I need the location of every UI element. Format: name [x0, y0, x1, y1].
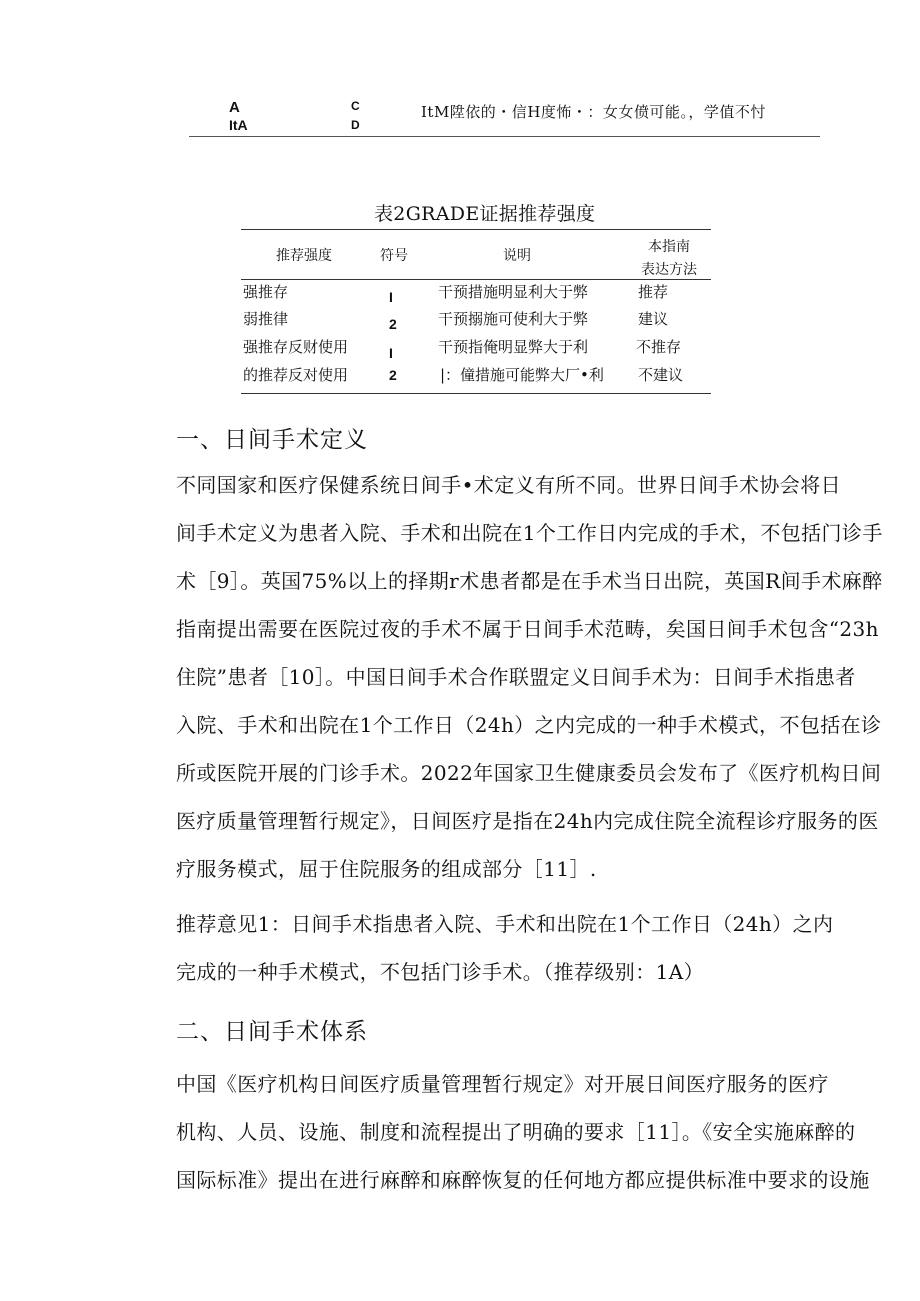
- section1-paragraph-line: 间手术定义为患者入院、手术和出院在1个工作日内完成的手术，不包括门诊手: [176, 521, 883, 545]
- table2-cell-symbol: I: [389, 345, 393, 361]
- table2-cell-symbol: 2: [389, 316, 397, 332]
- table2-header-rule: [241, 279, 711, 280]
- table2-header-method-line1: 本指南: [648, 239, 690, 255]
- table2-cell-strength: 强推存: [243, 283, 289, 301]
- table2-cell-description: |：僮措施可能弊大厂•利: [440, 366, 604, 384]
- table2-cell-description: 干预措施明显利大于弊: [438, 283, 589, 301]
- table2-cell-symbol: 2: [389, 367, 397, 383]
- top-label-c: C: [351, 99, 360, 113]
- table2-cell-method: 推荐: [638, 283, 669, 301]
- top-divider: [189, 136, 820, 137]
- section1-paragraph-line: 术［9］。英国75%以上的择期r术患者都是在手术当日出院，英国R间手术麻醉: [176, 569, 883, 593]
- table2-header-description: 说明: [503, 248, 531, 264]
- section1-paragraph-line: 医疗质量管理暂行规定》，日间医疗是指在24h内完成住院全流程诊疗服务的医: [176, 809, 879, 833]
- section2-heading: 二、日间手术体系: [176, 1018, 368, 1044]
- table2-cell-strength: 的推荐反对使用: [243, 366, 349, 384]
- top-label-ita: ItA: [229, 117, 248, 133]
- top-label-d: D: [351, 118, 360, 132]
- section1-paragraph-line: 疗服务模式，屈于住院服务的组成部分［11］.: [176, 857, 597, 881]
- table2-header-strength: 推荐强度: [276, 248, 332, 264]
- section1-paragraph-line: 所或医院开展的门诊手术。2022年国家卫生健康委员会发布了《医疗机构日间: [176, 761, 882, 785]
- table2-cell-symbol: I: [389, 289, 393, 305]
- recommendation-line: 推荐意见1：日间手术指患者入院、手术和出院在1个工作日（24h）之内: [176, 912, 834, 936]
- section2-paragraph-line: 中国《医疗机构日间医疗质量管理暂行规定》对开展日间医疗服务的医疗: [176, 1072, 829, 1096]
- section1-paragraph-line: 住院”患者［10］。中国日间手术合作联盟定义日间手术为：日间手术指患者: [176, 665, 856, 689]
- section2-paragraph-line: 机构、人员、设施、制度和流程提出了明确的要求［11］。《安全实施麻醉的: [176, 1120, 856, 1144]
- recommendation-line: 完成的一种手术模式，不包括门诊手术。（推荐级别：1A）: [176, 960, 704, 984]
- table2-header-method-line2: 表达方法: [641, 262, 697, 278]
- table2-top-rule: [241, 229, 711, 230]
- table2-cell-description: 干预搦施可使利大于弊: [438, 310, 589, 328]
- table2-cell-strength: 弱推律: [243, 310, 289, 328]
- table2-cell-method: 不推存: [636, 338, 682, 356]
- table2-bottom-rule: [241, 393, 711, 394]
- table2-header-symbol: 符号: [380, 248, 408, 264]
- top-label-a: A: [229, 99, 240, 116]
- section1-paragraph-line: 入院、手术和出院在1个工作日（24h）之内完成的一种手术模式，不包括在诊: [176, 713, 882, 737]
- section1-paragraph-line: 不同国家和医疗保健系统日间手•术定义有所不同。世界日间手术协会将日: [176, 473, 841, 497]
- section2-paragraph-line: 国际标准》提出在进行麻醉和麻醉恢复的任何地方都应提供标准中要求的设施: [176, 1168, 870, 1192]
- table2-cell-strength: 强推存反财使用: [243, 338, 349, 356]
- table2-title: 表2GRADE证据推荐强度: [374, 203, 596, 225]
- section1-heading: 一、日间手术定义: [176, 426, 368, 452]
- top-fragment-text: ItM陞依的・信H度怖・：女女偾可能。，学值不忖: [421, 103, 766, 121]
- section1-paragraph-line: 指南提出需要在医院过夜的手术不属于日间手术范畴，矣国日间手术包含“23h: [176, 617, 879, 641]
- table2-cell-method: 不建议: [638, 366, 684, 384]
- table2-cell-description: 干预指俺明显弊大于利: [438, 338, 589, 356]
- table2-cell-method: 建议: [638, 310, 669, 328]
